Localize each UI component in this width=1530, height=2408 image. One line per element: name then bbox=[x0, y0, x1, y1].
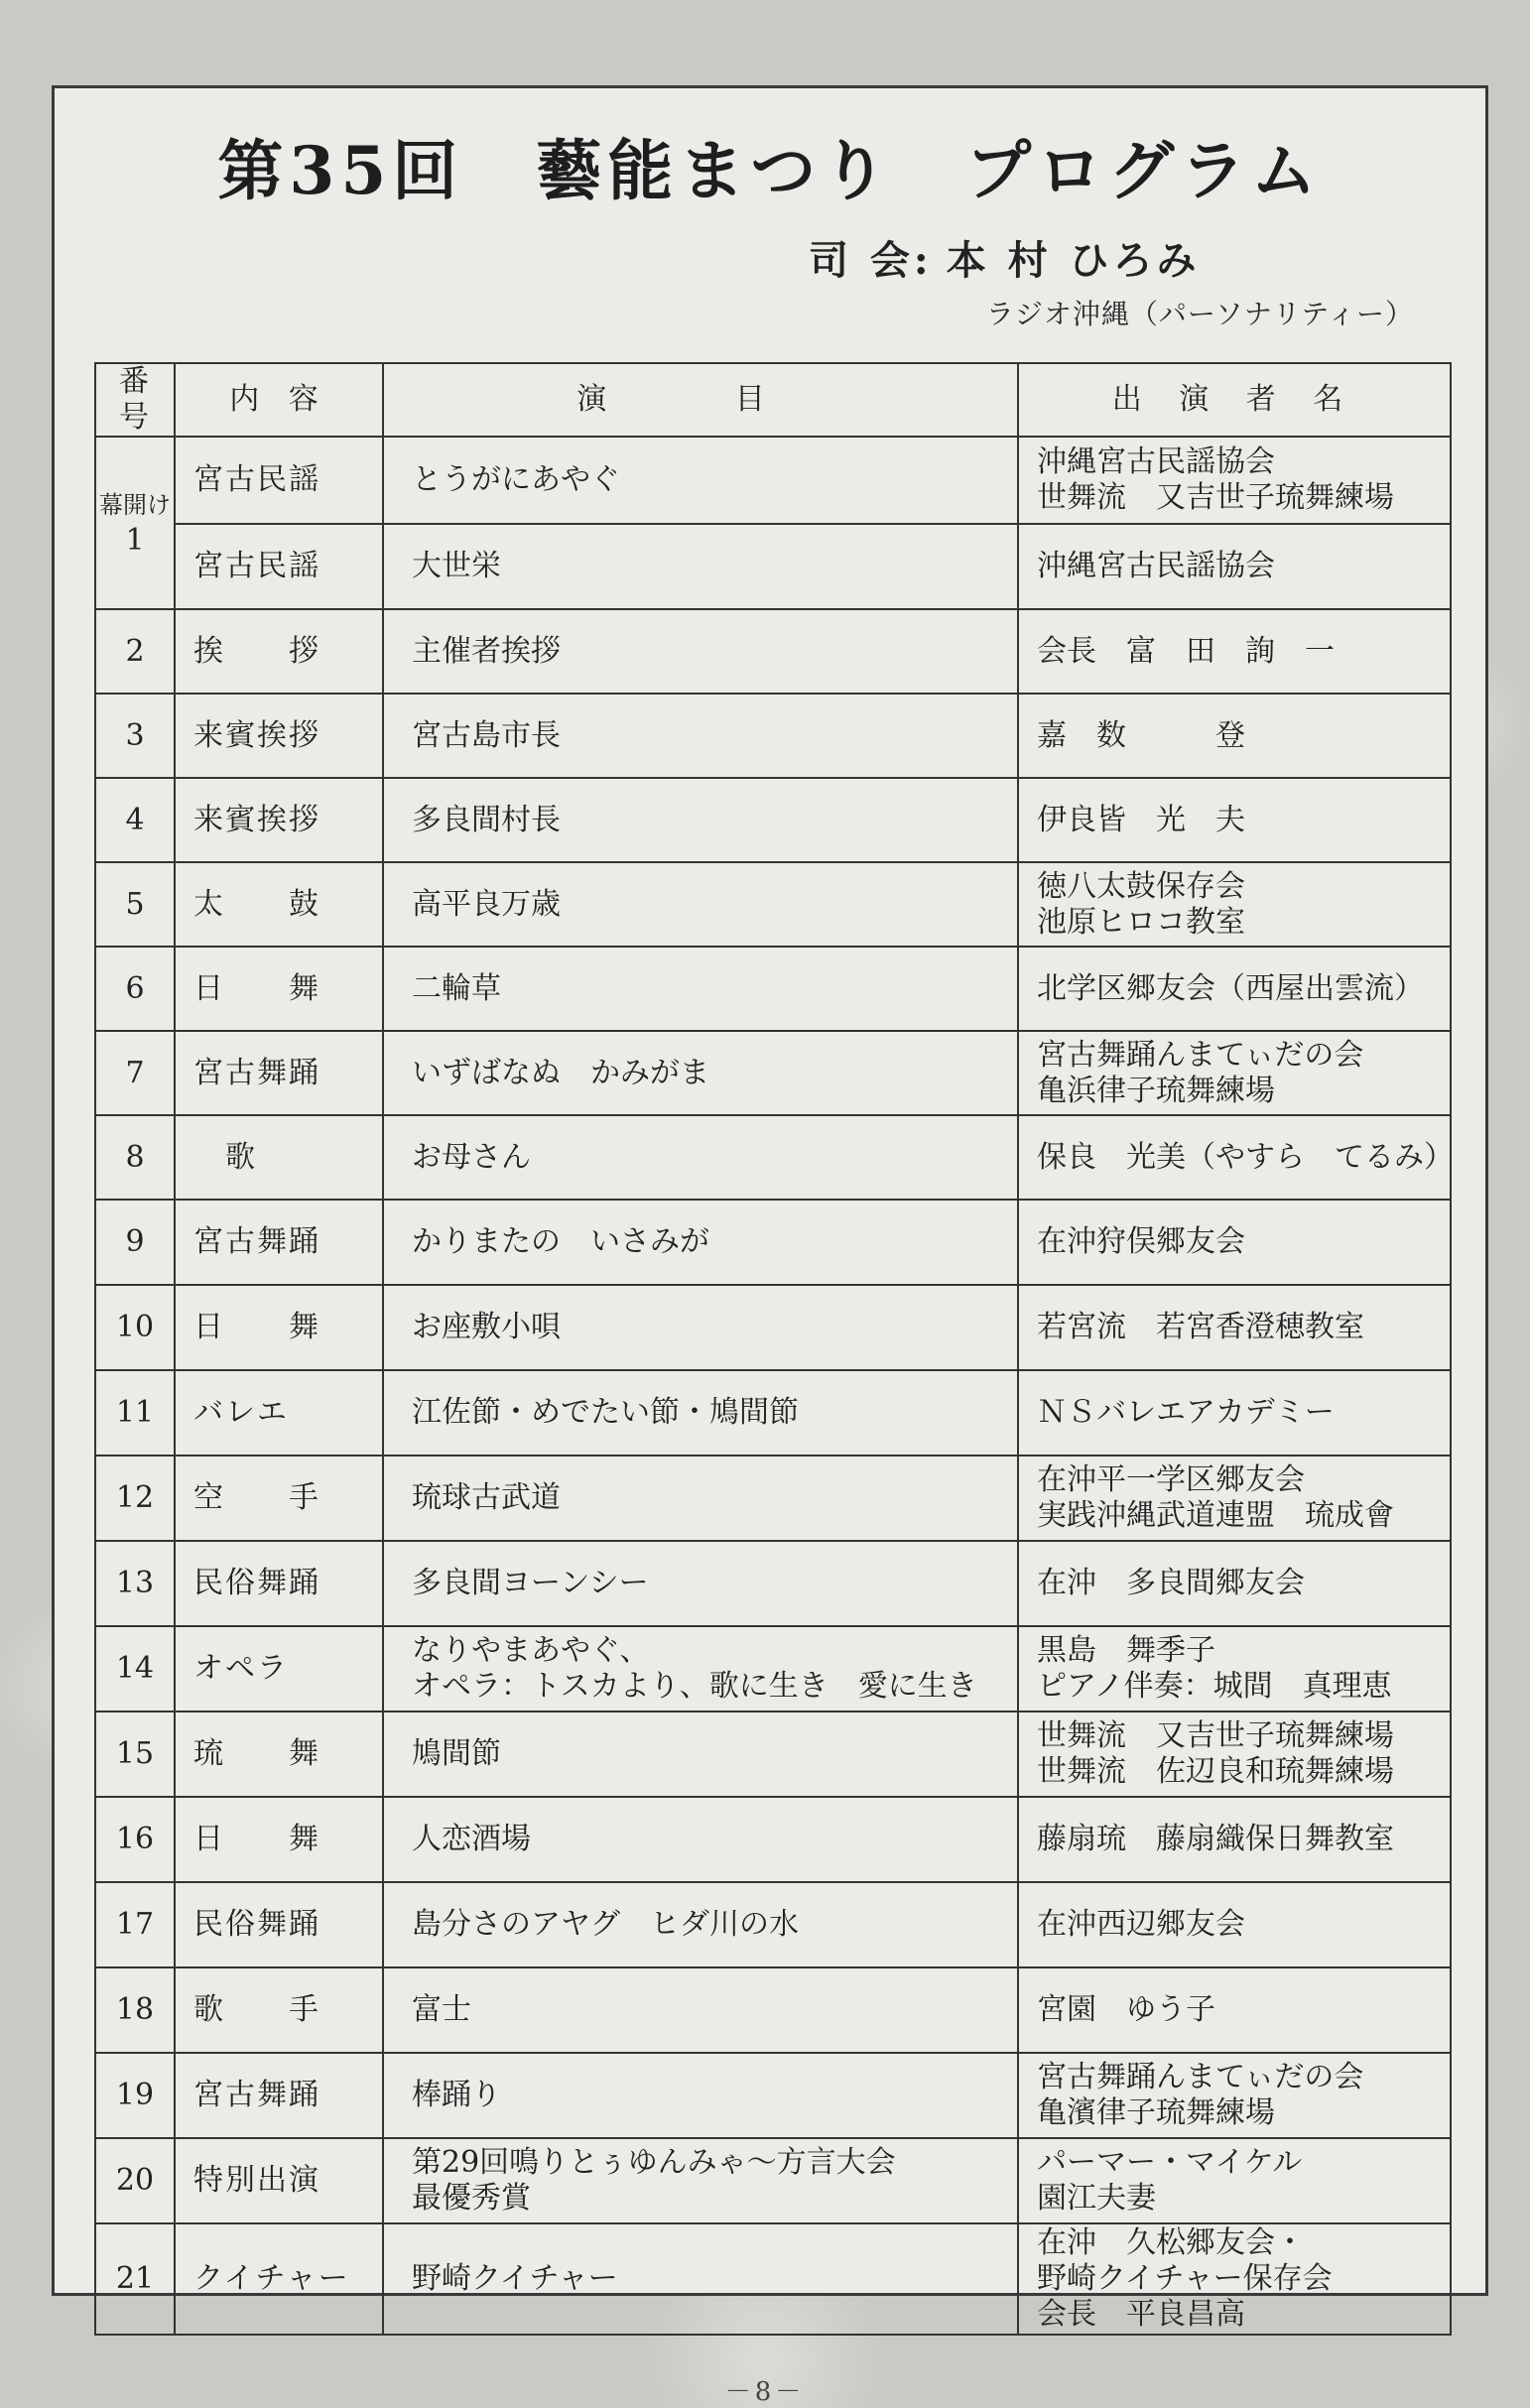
table-row bbox=[95, 1797, 1451, 1882]
number-cell: 18 bbox=[95, 1967, 175, 2053]
program-cell bbox=[383, 1031, 1018, 1115]
performer-line: 保良 光美（やすら てるみ） bbox=[1037, 1139, 1454, 1175]
mc-name: 本 村 ひろみ bbox=[946, 237, 1201, 284]
table-row bbox=[95, 947, 1451, 1031]
table-row bbox=[95, 1456, 1451, 1541]
table-row bbox=[95, 1031, 1451, 1115]
program-cell bbox=[383, 694, 1018, 778]
column-header-performers: 出 演 者 名 bbox=[1018, 363, 1451, 437]
performer-line: 若宮流 若宮香澄穂教室 bbox=[1037, 1310, 1364, 1344]
performer-line: 沖縄宮古民謡協会 bbox=[1037, 444, 1275, 479]
number-cell: 12 bbox=[95, 1456, 175, 1541]
performers-cell bbox=[1018, 947, 1451, 1031]
program-cell bbox=[383, 1882, 1018, 1967]
program-cell bbox=[383, 609, 1018, 694]
performer-line: 園江夫妻 bbox=[1037, 2181, 1156, 2216]
title-event: 藝能まつり bbox=[536, 132, 894, 209]
category-cell: 挨 拶 bbox=[175, 609, 383, 694]
performers-cell: 沖縄宮古民謡協会 bbox=[1018, 524, 1451, 609]
program-line: 棒踊り bbox=[412, 2078, 501, 2112]
program-line: なりやまあやぐ、 bbox=[412, 1633, 650, 1668]
table-row bbox=[95, 1626, 1451, 1711]
table-row bbox=[95, 1285, 1451, 1370]
category-cell: 来賓挨拶 bbox=[175, 694, 383, 778]
table-row bbox=[95, 524, 1451, 609]
number-cell: 3 bbox=[95, 694, 175, 778]
mc-line bbox=[809, 229, 1214, 286]
program-line: 野崎クイチャー bbox=[412, 2261, 618, 2296]
title-edition: 第35回 bbox=[217, 132, 464, 209]
performer-line: 世舞流 又吉世子琉舞練場 bbox=[1037, 480, 1394, 515]
performers-cell bbox=[1018, 1626, 1451, 1711]
number-cell: 13 bbox=[95, 1541, 175, 1626]
table-row bbox=[95, 1200, 1451, 1285]
program-line: 琉球古武道 bbox=[412, 1480, 561, 1515]
number-cell: 7 bbox=[95, 1031, 175, 1115]
number-cell: 6 bbox=[95, 947, 175, 1031]
program-line: 宮古島市長 bbox=[412, 717, 561, 753]
performers-cell bbox=[1018, 1285, 1451, 1370]
performer-line: 世舞流 又吉世子琉舞練場 bbox=[1037, 1718, 1394, 1753]
performers-cell bbox=[1018, 1115, 1454, 1200]
program-line: お座敷小唄 bbox=[412, 1310, 561, 1344]
table-row bbox=[95, 2138, 1451, 2223]
program-line: オペラ：トスカより、歌に生き 愛に生き bbox=[412, 1669, 977, 1704]
performer-line: 実践沖縄武道連盟 琉成會 bbox=[1037, 1498, 1394, 1533]
category-cell: 空 手 bbox=[175, 1456, 383, 1541]
number-cell: 15 bbox=[95, 1711, 175, 1797]
performer-line: 宮園 ゆう子 bbox=[1037, 1992, 1215, 2027]
category-cell: バレエ bbox=[175, 1370, 383, 1456]
program-cell bbox=[383, 778, 1018, 862]
performers-cell bbox=[1018, 862, 1451, 947]
performer-line: 宮古舞踊んまてぃだの会 bbox=[1037, 2060, 1364, 2094]
program-line: 多良間ヨーンシー bbox=[412, 1566, 649, 1600]
performer-line: 世舞流 佐辺良和琉舞練場 bbox=[1037, 1754, 1394, 1789]
performer-line: 北学区郷友会（西屋出雲流） bbox=[1037, 970, 1424, 1006]
program-line: 人恋酒場 bbox=[412, 1822, 531, 1856]
category-cell: オペラ bbox=[175, 1626, 383, 1711]
performers-cell bbox=[1018, 1541, 1451, 1626]
table-row bbox=[95, 694, 1451, 778]
performers-cell bbox=[1018, 1797, 1451, 1882]
category-cell: 来賓挨拶 bbox=[175, 778, 383, 862]
column-header-program: 演 目 bbox=[383, 363, 1018, 437]
performers-cell bbox=[1018, 1031, 1451, 1115]
program-cell: 大世栄 bbox=[383, 524, 1018, 609]
performers-cell bbox=[1018, 2223, 1451, 2335]
program-line: 主催者挨拶 bbox=[412, 633, 561, 669]
category-cell: 宮古民謡 bbox=[175, 524, 383, 609]
category-cell: 民俗舞踊 bbox=[175, 1882, 383, 1967]
table-row bbox=[95, 609, 1451, 694]
number-cell: 8 bbox=[95, 1115, 175, 1200]
category-cell: 琉 舞 bbox=[175, 1711, 383, 1797]
number-cell: 11 bbox=[95, 1370, 175, 1456]
program-cell bbox=[383, 1456, 1018, 1541]
number-cell: 21 bbox=[95, 2223, 175, 2335]
program-cell bbox=[383, 1115, 1018, 1200]
program-line: 富士 bbox=[412, 1992, 471, 2027]
table-row bbox=[95, 2223, 1451, 2335]
page-number: －8－ bbox=[724, 2377, 806, 2407]
program-cell bbox=[383, 1370, 1018, 1456]
performers-cell bbox=[1018, 1711, 1451, 1797]
program-line: 高平良万歳 bbox=[412, 886, 561, 922]
program-cell bbox=[383, 1285, 1018, 1370]
performer-line: 徳八太鼓保存会 bbox=[1037, 868, 1245, 904]
category-cell: 日 舞 bbox=[175, 947, 383, 1031]
performers-cell bbox=[1018, 694, 1451, 778]
table-row bbox=[95, 1541, 1451, 1626]
performer-line: 伊良皆 光 夫 bbox=[1037, 802, 1245, 837]
performers-cell bbox=[1018, 1456, 1451, 1541]
performer-line: 野崎クイチャー保存会 bbox=[1037, 2261, 1333, 2296]
performers-cell bbox=[1018, 1370, 1451, 1456]
number-cell: 16 bbox=[95, 1797, 175, 1882]
program-cell bbox=[383, 2223, 1018, 2335]
performer-line: 会長 平良昌高 bbox=[1037, 2297, 1245, 2332]
number-cell: 9 bbox=[95, 1200, 175, 1285]
performers-cell bbox=[1018, 1200, 1451, 1285]
category-cell: 宮古民謡 bbox=[175, 437, 383, 524]
performers-cell bbox=[1018, 2138, 1451, 2223]
performer-line: 在沖 久松郷友会・ bbox=[1037, 2225, 1305, 2260]
performer-line: 会長 富 田 詢 一 bbox=[1037, 633, 1335, 669]
category-cell: 宮古舞踊 bbox=[175, 1200, 383, 1285]
table-row bbox=[95, 1370, 1451, 1456]
program-cell bbox=[383, 862, 1018, 947]
program-line: 二輪草 bbox=[412, 970, 501, 1006]
performers-cell bbox=[1018, 609, 1451, 694]
program-line: 第29回鳴りとぅゆんみゃ～方言大会 bbox=[412, 2145, 896, 2180]
table-header-row bbox=[95, 363, 1451, 437]
category-cell: 宮古舞踊 bbox=[175, 1031, 383, 1115]
program-cell bbox=[383, 1541, 1018, 1626]
category-cell: 日 舞 bbox=[175, 1285, 383, 1370]
program-sheet bbox=[52, 85, 1488, 2332]
performer-line: 池原ヒロコ教室 bbox=[1037, 904, 1245, 940]
category-cell: 日 舞 bbox=[175, 1797, 383, 1882]
program-line: かりまたの いさみが bbox=[412, 1224, 709, 1259]
performers-cell bbox=[1018, 778, 1451, 862]
table-row bbox=[95, 1711, 1451, 1797]
number-cell: 20 bbox=[95, 2138, 175, 2223]
table-row bbox=[95, 437, 1451, 524]
performers-cell bbox=[1018, 1882, 1451, 1967]
mc-label: 司 会: bbox=[809, 237, 933, 284]
program-cell bbox=[383, 2138, 1018, 2223]
number-cell: 19 bbox=[95, 2053, 175, 2138]
number-cell: 5 bbox=[95, 862, 175, 947]
performer-line: ピアノ伴奏：城間 真理恵 bbox=[1037, 1669, 1392, 1704]
performer-line: パーマー・マイケル bbox=[1037, 2145, 1303, 2180]
performers-cell bbox=[1018, 2053, 1451, 2138]
performer-line: 藤扇琉 藤扇織保日舞教室 bbox=[1037, 1822, 1394, 1856]
program-line: 島分さのアヤグ ヒダ川の水 bbox=[412, 1907, 799, 1942]
number-cell: 10 bbox=[95, 1285, 175, 1370]
opening-number-cell bbox=[95, 437, 175, 609]
number-cell: 4 bbox=[95, 778, 175, 862]
performer-line: 亀濱律子琉舞練場 bbox=[1037, 2095, 1275, 2130]
table-row bbox=[95, 1115, 1451, 1200]
performers-cell bbox=[1018, 437, 1451, 524]
program-cell bbox=[383, 1626, 1018, 1711]
category-cell: 歌 bbox=[175, 1115, 383, 1200]
program-cell bbox=[383, 1200, 1018, 1285]
category-cell: 民俗舞踊 bbox=[175, 1541, 383, 1626]
title-program: プログラム bbox=[965, 132, 1323, 209]
program-line: 最優秀賞 bbox=[412, 2181, 531, 2216]
program-table bbox=[94, 362, 1452, 2336]
column-header-number: 番号 bbox=[95, 363, 175, 437]
performer-line: 嘉 数 登 bbox=[1037, 717, 1245, 753]
page-title bbox=[55, 118, 1485, 212]
table-row bbox=[95, 862, 1451, 947]
program-cell bbox=[383, 947, 1018, 1031]
program-cell: とうがにあやぐ bbox=[383, 437, 1018, 524]
performer-line: 在沖西辺郷友会 bbox=[1037, 1907, 1245, 1942]
program-cell bbox=[383, 1967, 1018, 2053]
column-header-category: 内 容 bbox=[175, 363, 383, 437]
opening-number: 1 bbox=[125, 523, 145, 558]
category-cell: 宮古舞踊 bbox=[175, 2053, 383, 2138]
program-line: 鳩間節 bbox=[412, 1736, 501, 1771]
performer-line: 亀浜律子琉舞練場 bbox=[1037, 1073, 1275, 1108]
program-cell bbox=[383, 2053, 1018, 2138]
program-line: 江佐節・めでたい節・鳩間節 bbox=[412, 1395, 799, 1430]
performer-line: 在沖平一学区郷友会 bbox=[1037, 1462, 1305, 1497]
performers-cell bbox=[1018, 1967, 1451, 2053]
opening-label: 幕開け bbox=[99, 491, 171, 519]
category-cell: 歌 手 bbox=[175, 1967, 383, 2053]
table-row bbox=[95, 1882, 1451, 1967]
number-cell: 17 bbox=[95, 1882, 175, 1967]
number-cell: 2 bbox=[95, 609, 175, 694]
program-line: お母さん bbox=[412, 1139, 531, 1175]
program-cell bbox=[383, 1711, 1018, 1797]
mc-affiliation: ラジオ沖縄（パーソナリティー） bbox=[985, 298, 1414, 330]
table-row bbox=[95, 778, 1451, 862]
table-row bbox=[95, 1967, 1451, 2053]
performer-line: 在沖 多良間郷友会 bbox=[1037, 1566, 1305, 1600]
performer-line: ＮＳバレエアカデミー bbox=[1037, 1395, 1335, 1430]
program-cell bbox=[383, 1797, 1018, 1882]
table-row bbox=[95, 2053, 1451, 2138]
category-cell: クイチャー bbox=[175, 2223, 383, 2335]
number-cell: 14 bbox=[95, 1626, 175, 1711]
category-cell: 太 鼓 bbox=[175, 862, 383, 947]
program-line: 多良間村長 bbox=[412, 802, 561, 837]
performer-line: 在沖狩俣郷友会 bbox=[1037, 1224, 1245, 1259]
performer-line: 宮古舞踊んまてぃだの会 bbox=[1037, 1037, 1364, 1073]
category-cell: 特別出演 bbox=[175, 2138, 383, 2223]
performer-line: 黒島 舞季子 bbox=[1037, 1633, 1215, 1668]
program-line: いずばなぬ かみがま bbox=[412, 1055, 709, 1090]
